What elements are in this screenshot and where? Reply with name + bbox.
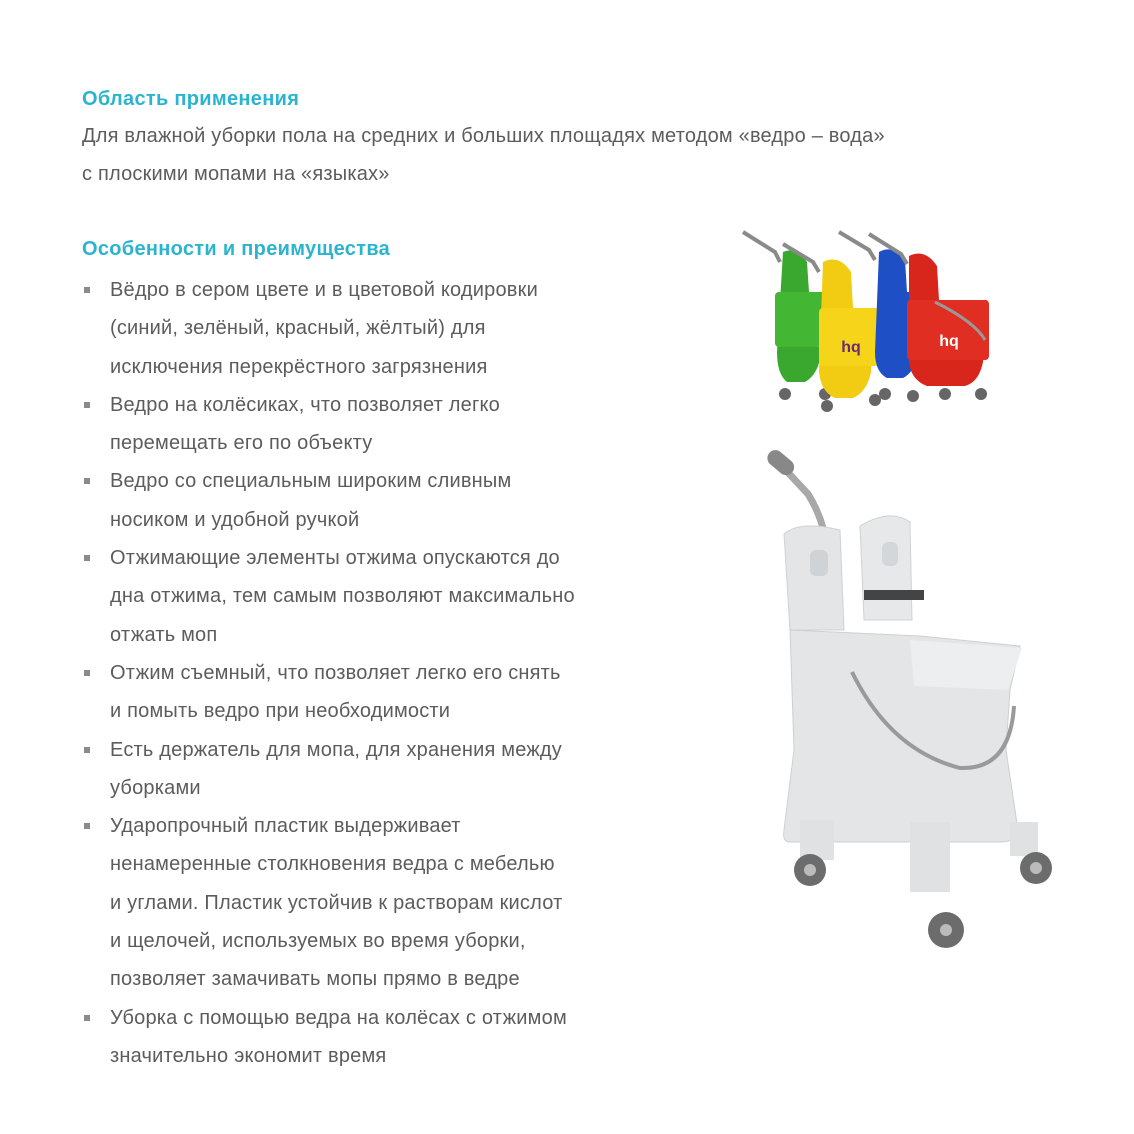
list-item: Есть держатель для мопа, для хранения между уборками — [82, 731, 682, 808]
list-item: Отжим съемный, что позволяет легко его снять и помыть ведро при необходимости — [82, 654, 682, 731]
features-list — [82, 271, 682, 1075]
svg-text:hq: hq — [841, 339, 861, 356]
green-bucket-icon — [743, 232, 831, 400]
svg-text:hq: hq — [939, 333, 959, 350]
grey-bucket-image — [760, 450, 1060, 955]
bullet-icon — [84, 823, 90, 829]
list-item: Ведро со специальным широким сливным носиком и удобной ручкой — [82, 462, 682, 539]
bullet-icon — [84, 747, 90, 753]
bullet-icon — [84, 287, 90, 293]
application-text: Для влажной уборки пола на средних и больших площадях методом «ведро – вода» с плоскими мопами на «языках» — [82, 125, 885, 185]
list-item: Ударопрочный пластик выдерживает ненамеренные столкновения ведра с мебелью и углами. Пластик устойчив к растворам кислот и щелочей, используемых во время уборки, позволяет замачивать мопы прямо в ведре — [82, 807, 682, 998]
section-heading-features: Особенности и преимущества — [82, 238, 391, 260]
section-heading-application: Область применения — [82, 88, 300, 110]
list-item: Отжимающие элементы отжима опускаются до дна отжима, тем самым позволяют максимально отжать моп — [82, 539, 682, 654]
bullet-icon — [84, 478, 90, 484]
list-item: Уборка с помощью ведра на колёсах с отжимом значительно экономит время — [82, 999, 682, 1076]
list-item: Ведро на колёсиках, что позволяет легко перемещать его по объекту — [82, 386, 682, 463]
bullet-icon — [84, 1015, 90, 1021]
colored-buckets-image — [735, 222, 1000, 417]
bullet-icon — [84, 670, 90, 676]
bullet-icon — [84, 555, 90, 561]
list-item: Вёдро в сером цвете и в цветовой кодировки (синий, зелёный, красный, жёлтый) для исключения перекрёстного загрязнения — [82, 271, 682, 386]
bullet-icon — [84, 402, 90, 408]
